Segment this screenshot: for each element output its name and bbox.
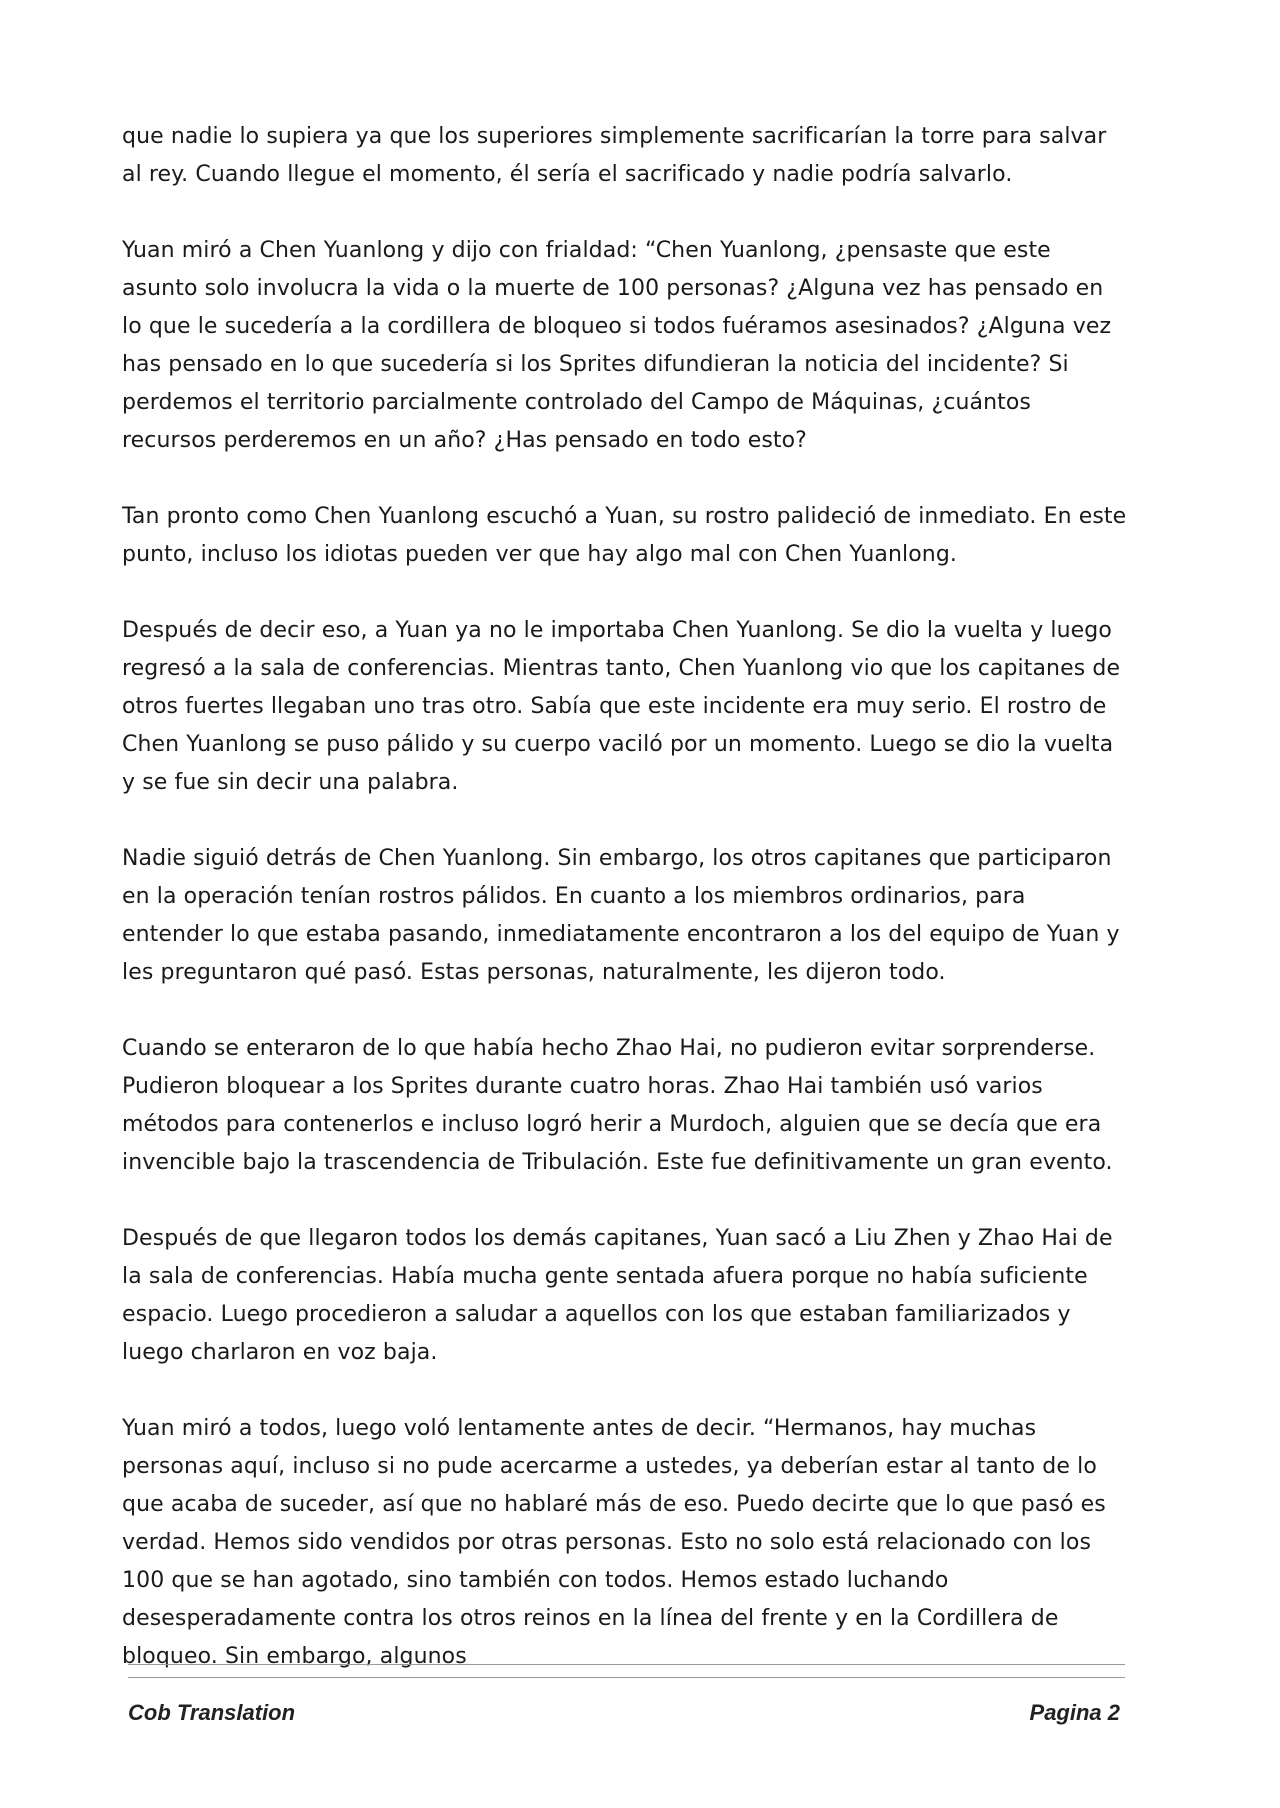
paragraph: Después de decir eso, a Yuan ya no le importaba Chen Yuanlong. Se dio la vuelta y luego regresó a la sala de conferencias. Mientras tanto, Chen Yuanlong vio que los capitanes de otros fuertes llegaban uno tras otro. Sabía que este incidente era muy serio. El rostro de Chen Yuanlong se puso pálido y su cuerpo vaciló por un momento. Luego se dio la vuelta y se fue sin decir una palabra. [122, 618, 1121, 795]
footer-page-number: Pagina 2 [1029, 1700, 1120, 1725]
page-body [122, 118, 1130, 1714]
footer-translator-credit: Cob Translation [128, 1700, 296, 1725]
footer-divider-top [128, 1664, 1125, 1665]
paragraph: Cuando se enteraron de lo que había hecho Zhao Hai, no pudieron evitar sorprenderse. Pudieron bloquear a los Sprites durante cuatro horas. Zhao Hai también usó varios métodos para contenerlos e incluso logró herir a Murdoch, alguien que se decía que era invencible bajo la trascendencia de Tribulación. Este fue definitivamente un gran evento. [122, 1036, 1113, 1175]
paragraph: Yuan miró a todos, luego voló lentamente antes de decir. “Hermanos, hay muchas personas aquí, incluso si no pude acercarme a ustedes, ya deberían estar al tanto de lo que acaba de suceder, así que no hablaré más de eso. Puedo decirte que lo que pasó es verdad. Hemos sido vendidos por otras personas. Esto no solo está relacionado con los 100 que se han agotado, sino también con todos. Hemos estado luchando desesperadamente contra los otros reinos en la línea del frente y en la Cordillera de bloqueo. Sin embargo, algunos [122, 1416, 1106, 1669]
paragraph: que nadie lo supiera ya que los superiores simplemente sacrificarían la torre para salvar al rey. Cuando llegue el momento, él sería el sacrificado y nadie podría salvarlo. [122, 124, 1107, 187]
footer-divider-bottom [128, 1677, 1125, 1678]
paragraph: Nadie siguió detrás de Chen Yuanlong. Sin embargo, los otros capitanes que participaron en la operación tenían rostros pálidos. En cuanto a los miembros ordinarios, para entender lo que estaba pasando, inmediatamente encontraron a los del equipo de Yuan y les preguntaron qué pasó. Estas personas, naturalmente, les dijeron todo. [122, 846, 1120, 985]
paragraph: Después de que llegaron todos los demás capitanes, Yuan sacó a Liu Zhen y Zhao Hai de la sala de conferencias. Había mucha gente sentada afuera porque no había suficiente espacio. Luego procedieron a saludar a aquellos con los que estaban familiarizados y luego charlaron en voz baja. [122, 1226, 1113, 1365]
paragraph: Tan pronto como Chen Yuanlong escuchó a Yuan, su rostro palideció de inmediato. En este punto, incluso los idiotas pueden ver que hay algo mal con Chen Yuanlong. [122, 504, 1127, 567]
paragraph: Yuan miró a Chen Yuanlong y dijo con frialdad: “Chen Yuanlong, ¿pensaste que este asunto solo involucra la vida o la muerte de 100 personas? ¿Alguna vez has pensado en lo que le sucedería a la cordillera de bloqueo si todos fuéramos asesinados? ¿Alguna vez has pensado en lo que sucedería si los Sprites difundieran la noticia del incidente? Si perdemos el territorio parcialmente controlado del Campo de Máquinas, ¿cuántos recursos perderemos en un año? ¿Has pensado en todo esto? [122, 238, 1112, 453]
